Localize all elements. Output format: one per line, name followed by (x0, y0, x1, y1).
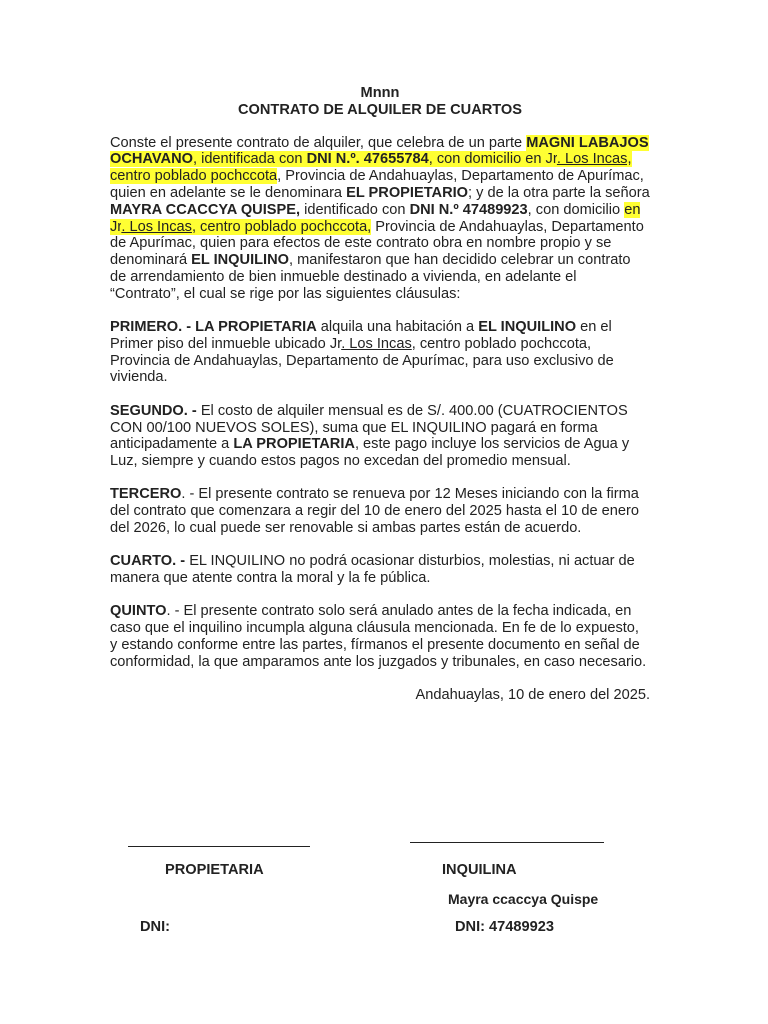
intro-text: , con domicilio en Jr (428, 151, 557, 168)
tenant-signature-title: INQUILINA (442, 862, 517, 878)
clause-quinto (110, 603, 650, 670)
intro-text: identificado con (300, 201, 410, 218)
clause-label: PRIMERO. - LA PROPIETARIA (110, 319, 317, 336)
clause-text: alquila una habitación a (316, 319, 479, 336)
tenant-address-street: . Los Incas (121, 218, 192, 235)
clause-label: SEGUNDO. - (110, 402, 197, 419)
clause-label: CUARTO. - (110, 553, 186, 570)
intro-text: Provincia de Andahuaylas, Departamento de Apurímac, quien para efectos de este contrato obra en nombre propio y se denominará (110, 218, 644, 269)
clause-tercero (110, 486, 650, 536)
intro-text: Conste el presente contrato de alquiler, que celebra de un parte (110, 134, 527, 151)
tenant-address-town: , centro poblado pochccota, (191, 218, 372, 235)
clause-bold-text: EL INQUILINO (478, 319, 577, 336)
clause-label: TERCERO (110, 486, 182, 503)
tenant-address-prefix: en Jr (110, 201, 641, 235)
tenant-name: MAYRA CCACCYA QUISPE, (110, 201, 301, 218)
intro-text: , con domicilio (527, 201, 625, 218)
owner-signature-title: PROPIETARIA (165, 862, 264, 878)
tenant-role: EL INQUILINO (191, 252, 289, 269)
intro-text: , identificada con (192, 151, 307, 168)
clause-label: QUINTO (110, 603, 167, 620)
clause-text: , centro poblado pochccota, Provincia de Andahuaylas, Departamento de Apurímac, para uso exclusivo de vivienda. (110, 335, 614, 386)
owner-address-street: . Los Incas (556, 151, 628, 168)
owner-role: EL PROPIETARIO (346, 184, 469, 201)
clause-text: , este pago incluye los servicios de Agua y Luz, siempre y cuando estos pagos no excedan del promedio mensual. (110, 436, 630, 470)
clause-address: . Los Incas (341, 335, 412, 352)
clause-text: EL INQUILINO no podrá ocasionar disturbios, molestias, ni actuar de manera que atente contra la moral y la fe pública. (110, 553, 635, 587)
owner-dni: DNI N.º. 47655784 (306, 151, 429, 168)
document-title: CONTRATO DE ALQUILER DE CUARTOS (237, 101, 523, 118)
clause-text: en el Primer piso del inmueble ubicado Jr (110, 319, 612, 352)
tenant-dni-label: DNI: 47489923 (455, 919, 554, 935)
owner-name: MAGNI LABAJOS OCHAVANO (110, 134, 649, 168)
owner-signature-line (128, 846, 310, 847)
intro-text: , Provincia de Andahuaylas, Departamento de Apurímac, quien en adelante se le denominara (110, 168, 644, 201)
tenant-signature-name: Mayra ccaccya Quispe (448, 891, 599, 907)
intro-text: ; y de la otra parte la señora (468, 184, 650, 201)
tenant-signature-line (410, 842, 604, 843)
clause-text: . - El presente contrato se renueva por 12 Meses iniciando con la firma del contrato que comenzara a regir del 10 de enero del 2025 hasta el 10 de enero del 2026, lo cual puede ser renovable si ambas partes están de acuerdo. (110, 486, 639, 537)
intro-paragraph (110, 135, 650, 303)
document-header: Mnnn (360, 85, 400, 101)
clause-cuarto (110, 553, 650, 587)
clause-text: . - El presente contrato solo será anulado antes de la fecha indicada, en caso que el inquilino incumpla alguna cláusula mencionada. En fe de lo expuesto, y estando conforme entre las partes, fírmanos el presente documento en señal de conformidad, la que amparamos ante los juzgados y tribunales, en caso necesario. (110, 603, 647, 670)
intro-text: , manifestaron que han decidido celebrar un contrato de arrendamiento de bien inmueble destinado a vivienda, en adelante el “Contrato”, el cual se rige por las siguientes cláusulas: (110, 252, 631, 302)
clause-bold-text: LA PROPIETARIA (233, 436, 355, 453)
tenant-dni: DNI N.º 47489923 (409, 201, 528, 218)
owner-address-town: , centro poblado pochccota (110, 151, 632, 185)
clause-segundo (110, 403, 650, 470)
contract-document (110, 85, 650, 720)
date-line: Andahuaylas, 10 de enero del 2025. (415, 687, 650, 704)
clause-primero (110, 319, 650, 386)
owner-dni-label: DNI: (140, 919, 170, 935)
clause-text: El costo de alquiler mensual es de S/. 400.00 (CUATROCIENTOS CON 00/100 NUEVOS SOLES), suma que EL INQUILINO pagará en forma anticipadamente a (110, 402, 628, 453)
